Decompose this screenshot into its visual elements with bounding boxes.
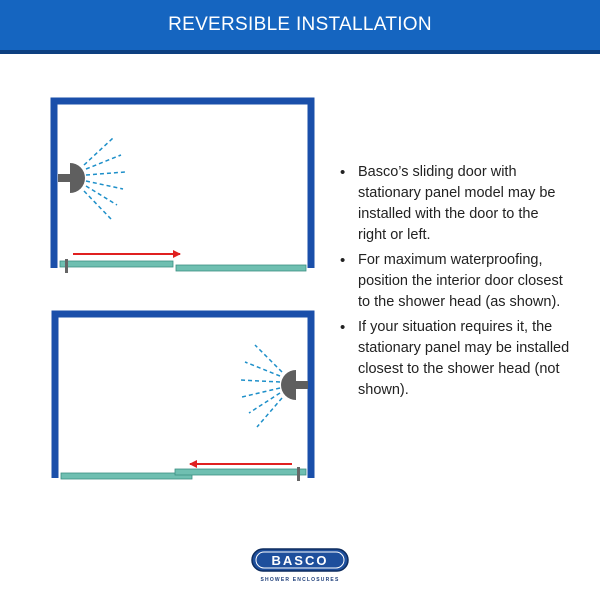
diagram-bottom	[55, 314, 311, 481]
enclosure-frame	[54, 101, 311, 268]
svg-text:BASCO: BASCO	[271, 553, 329, 568]
instruction-list	[340, 162, 570, 405]
shower-head-icon	[58, 163, 85, 193]
instruction-item: • If your situation requires it, the stationary panel may be installed closest to the shower head (not shown).	[340, 317, 570, 401]
enclosure-frame	[55, 314, 311, 478]
water-spray	[84, 138, 125, 219]
stationary-panel	[60, 261, 173, 267]
water-spray	[240, 345, 282, 427]
shower-head-icon	[281, 370, 308, 400]
door-handle	[297, 467, 300, 481]
diagram-top	[54, 101, 311, 273]
sliding-door	[61, 473, 192, 479]
instruction-item: • Basco’s sliding door with stationary panel model may be installed with the door to the right or left.	[340, 162, 570, 246]
header-title: REVERSIBLE INSTALLATION	[168, 14, 432, 35]
door-handle	[65, 259, 68, 273]
logo-subtitle: SHOWER ENCLOSURES	[260, 577, 340, 583]
sliding-door	[176, 265, 306, 271]
instruction-item: • For maximum waterproofing, position the interior door closest to the shower head (as shown).	[340, 250, 570, 313]
stationary-panel	[175, 469, 306, 475]
basco-logo	[251, 548, 349, 572]
